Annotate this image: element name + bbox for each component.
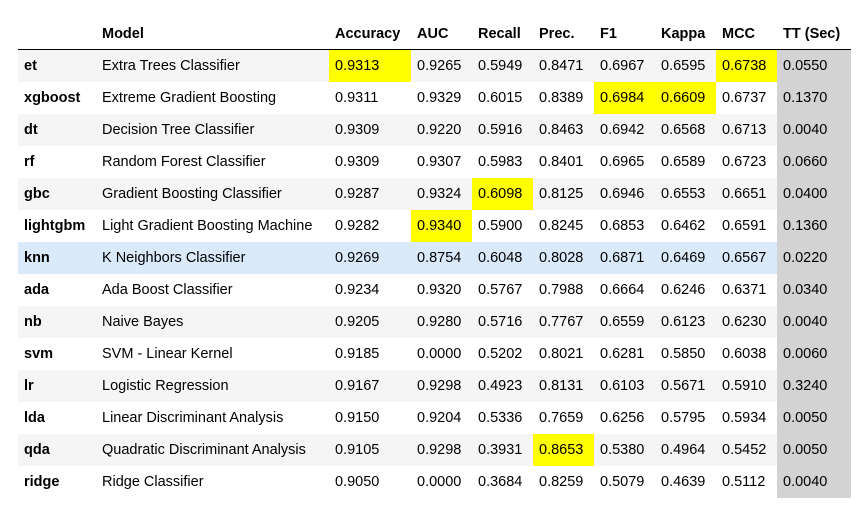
mcc-cell: 0.6713: [716, 114, 777, 146]
table-row: [18, 178, 851, 210]
precision-cell: 0.8245: [539, 218, 584, 234]
recall-cell: 0.5336: [478, 410, 523, 426]
precision-cell: 0.8463: [533, 114, 594, 146]
model-name-cell: Quadratic Discriminant Analysis: [96, 434, 329, 466]
precision-cell: 0.8021: [539, 346, 584, 362]
tt-sec-cell: 0.0040: [777, 466, 851, 498]
model-name-cell: Ridge Classifier: [102, 474, 204, 490]
recall-cell: 0.4923: [472, 370, 533, 402]
accuracy-cell: 0.9185: [335, 346, 380, 362]
mcc-cell: 0.6230: [716, 306, 777, 338]
mcc-cell: 0.6651: [716, 178, 777, 210]
model-name-cell: SVM - Linear Kernel: [102, 346, 233, 362]
kappa-cell: 0.4639: [661, 474, 706, 490]
mcc-cell: 0.6038: [722, 346, 767, 362]
accuracy-cell: 0.9150: [335, 410, 380, 426]
tt-sec-cell: 0.0040: [777, 306, 851, 338]
f1-cell: 0.6559: [594, 306, 655, 338]
table-row: [18, 306, 851, 338]
tt-sec-cell: 0.0660: [777, 146, 851, 178]
tt-sec-cell: 0.0060: [777, 338, 851, 370]
header-precision: Prec.: [533, 18, 594, 50]
accuracy-cell: 0.9234: [335, 282, 380, 298]
kappa-cell: 0.6609: [655, 82, 716, 114]
precision-cell: 0.8389: [539, 90, 584, 106]
f1-cell: 0.5380: [594, 434, 655, 466]
precision-cell: 0.7767: [533, 306, 594, 338]
kappa-cell: 0.5671: [655, 370, 716, 402]
accuracy-cell: 0.9282: [335, 218, 380, 234]
recall-cell: 0.5767: [478, 282, 523, 298]
accuracy-cell: 0.9287: [329, 178, 411, 210]
tt-sec-cell: 0.0220: [777, 242, 851, 274]
recall-cell: 0.6048: [472, 242, 533, 274]
auc-cell: 0.9320: [417, 282, 462, 298]
mcc-cell: 0.6737: [722, 90, 767, 106]
tt-sec-cell: 0.0050: [777, 434, 851, 466]
auc-cell: 0.9298: [411, 434, 472, 466]
f1-cell: 0.5079: [600, 474, 645, 490]
mcc-cell: 0.5934: [722, 410, 767, 426]
mcc-cell: 0.5452: [716, 434, 777, 466]
auc-cell: 0.0000: [417, 346, 462, 362]
mcc-cell: 0.5910: [716, 370, 777, 402]
recall-cell: 0.3684: [478, 474, 523, 490]
table-row: [18, 242, 851, 274]
recall-cell: 0.5916: [472, 114, 533, 146]
auc-cell: 0.9307: [417, 154, 462, 170]
precision-cell: 0.8131: [533, 370, 594, 402]
auc-cell: 0.9329: [417, 90, 462, 106]
model-name-cell: Decision Tree Classifier: [96, 114, 329, 146]
precision-cell: 0.8125: [533, 178, 594, 210]
kappa-cell: 0.6589: [661, 154, 706, 170]
table-row: [18, 434, 851, 466]
row-index-cell: xgboost: [24, 90, 81, 106]
kappa-cell: 0.4964: [655, 434, 716, 466]
header-index: [18, 18, 96, 50]
kappa-cell: 0.6246: [661, 282, 706, 298]
kappa-cell: 0.5795: [661, 410, 706, 426]
tt-sec-cell: 0.1360: [777, 210, 851, 242]
auc-cell: 0.9298: [411, 370, 472, 402]
row-index-cell: qda: [18, 434, 96, 466]
auc-cell: 0.9265: [411, 50, 472, 83]
header-accuracy: Accuracy: [329, 18, 411, 50]
model-name-cell: Gradient Boosting Classifier: [96, 178, 329, 210]
model-name-cell: Extra Trees Classifier: [96, 50, 329, 83]
recall-cell: 0.5949: [472, 50, 533, 83]
model-name-cell: Ada Boost Classifier: [102, 282, 233, 298]
recall-cell: 0.5202: [478, 346, 523, 362]
precision-cell: 0.7988: [539, 282, 584, 298]
mcc-cell: 0.6371: [722, 282, 767, 298]
f1-cell: 0.6871: [594, 242, 655, 274]
precision-cell: 0.8401: [539, 154, 584, 170]
row-index-cell: ridge: [24, 474, 60, 490]
tt-sec-cell: 0.0050: [777, 402, 851, 434]
accuracy-cell: 0.9311: [335, 90, 379, 106]
f1-cell: 0.6967: [594, 50, 655, 83]
tt-sec-cell: 0.0550: [777, 50, 851, 83]
tt-sec-cell: 0.3240: [777, 370, 851, 402]
recall-cell: 0.5900: [478, 218, 523, 234]
header-row: [18, 18, 851, 50]
model-name-cell: Linear Discriminant Analysis: [102, 410, 284, 426]
row-index-cell: svm: [24, 346, 54, 362]
precision-cell: 0.8028: [533, 242, 594, 274]
row-index-cell: ada: [24, 282, 49, 298]
accuracy-cell: 0.9313: [329, 50, 411, 83]
precision-cell: 0.8471: [533, 50, 594, 83]
header-mcc: MCC: [716, 18, 777, 50]
model-name-cell: Light Gradient Boosting Machine: [102, 218, 313, 234]
f1-cell: 0.6965: [600, 154, 645, 170]
row-index-cell: dt: [18, 114, 96, 146]
accuracy-cell: 0.9105: [329, 434, 411, 466]
mcc-cell: 0.6567: [716, 242, 777, 274]
table-row: [18, 466, 851, 498]
row-index-cell: lightgbm: [24, 218, 86, 234]
recall-cell: 0.5716: [472, 306, 533, 338]
header-f1: F1: [594, 18, 655, 50]
f1-cell: 0.6942: [594, 114, 655, 146]
model-name-cell: K Neighbors Classifier: [96, 242, 329, 274]
auc-cell: 0.9324: [411, 178, 472, 210]
mcc-cell: 0.6738: [716, 50, 777, 83]
kappa-cell: 0.6462: [661, 218, 706, 234]
row-index-cell: gbc: [18, 178, 96, 210]
model-name-cell: Logistic Regression: [96, 370, 329, 402]
mcc-cell: 0.6723: [722, 154, 767, 170]
header-auc: AUC: [411, 18, 472, 50]
model-name-cell: Extreme Gradient Boosting: [102, 90, 277, 106]
auc-cell: 0.9340: [411, 210, 472, 242]
accuracy-cell: 0.9205: [329, 306, 411, 338]
header-recall: Recall: [472, 18, 533, 50]
kappa-cell: 0.6553: [655, 178, 716, 210]
auc-cell: 0.8754: [411, 242, 472, 274]
f1-cell: 0.6281: [600, 346, 645, 362]
header-tt-sec: TT (Sec): [777, 18, 851, 50]
row-index-cell: rf: [24, 154, 35, 170]
tt-sec-cell: 0.0040: [777, 114, 851, 146]
f1-cell: 0.6103: [594, 370, 655, 402]
kappa-cell: 0.6595: [655, 50, 716, 83]
model-name-cell: Naive Bayes: [96, 306, 329, 338]
table-row: [18, 402, 851, 434]
row-index-cell: lda: [24, 410, 45, 426]
accuracy-cell: 0.9309: [329, 114, 411, 146]
f1-cell: 0.6853: [600, 218, 645, 234]
table-body: [18, 50, 851, 499]
table-row: [18, 82, 851, 114]
kappa-cell: 0.6123: [655, 306, 716, 338]
row-index-cell: lr: [18, 370, 96, 402]
accuracy-cell: 0.9269: [329, 242, 411, 274]
recall-cell: 0.3931: [472, 434, 533, 466]
header-kappa: Kappa: [655, 18, 716, 50]
f1-cell: 0.6946: [594, 178, 655, 210]
table-row: [18, 370, 851, 402]
table-row: [18, 338, 851, 370]
recall-cell: 0.5983: [478, 154, 523, 170]
accuracy-cell: 0.9050: [335, 474, 380, 490]
tt-sec-cell: 0.0340: [777, 274, 851, 306]
tt-sec-cell: 0.0400: [777, 178, 851, 210]
table-row: [18, 210, 851, 242]
tt-sec-cell: 0.1370: [777, 82, 851, 114]
row-index-cell: nb: [18, 306, 96, 338]
auc-cell: 0.0000: [417, 474, 462, 490]
accuracy-cell: 0.9167: [329, 370, 411, 402]
mcc-cell: 0.6591: [722, 218, 767, 234]
kappa-cell: 0.5850: [661, 346, 706, 362]
mcc-cell: 0.5112: [722, 474, 766, 490]
model-name-cell: Random Forest Classifier: [102, 154, 266, 170]
f1-cell: 0.6256: [600, 410, 645, 426]
f1-cell: 0.6664: [600, 282, 645, 298]
precision-cell: 0.7659: [539, 410, 584, 426]
auc-cell: 0.9204: [417, 410, 462, 426]
model-comparison-table: [18, 18, 851, 498]
f1-cell: 0.6984: [594, 82, 655, 114]
kappa-cell: 0.6469: [655, 242, 716, 274]
row-index-cell: et: [18, 50, 96, 83]
kappa-cell: 0.6568: [655, 114, 716, 146]
table-row: [18, 114, 851, 146]
auc-cell: 0.9220: [411, 114, 472, 146]
row-index-cell: knn: [18, 242, 96, 274]
accuracy-cell: 0.9309: [335, 154, 380, 170]
precision-cell: 0.8259: [539, 474, 584, 490]
auc-cell: 0.9280: [411, 306, 472, 338]
table-row: [18, 50, 851, 83]
header-model: Model: [96, 18, 329, 50]
recall-cell: 0.6098: [472, 178, 533, 210]
recall-cell: 0.6015: [478, 90, 523, 106]
table-row: [18, 274, 851, 306]
precision-cell: 0.8653: [533, 434, 594, 466]
table-row: [18, 146, 851, 178]
